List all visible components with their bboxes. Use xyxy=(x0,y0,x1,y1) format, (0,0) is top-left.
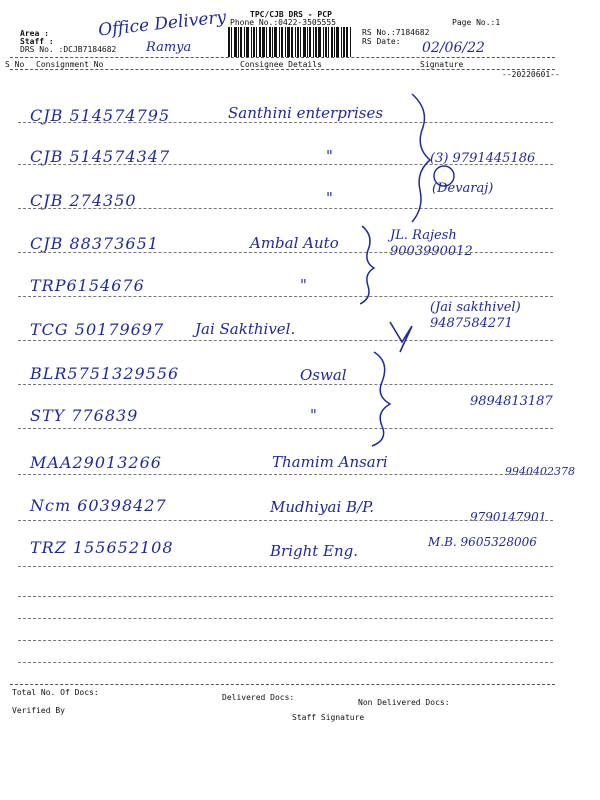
row-divider xyxy=(18,428,553,429)
consignee-name: Ambal Auto xyxy=(250,234,339,252)
column-divider xyxy=(10,69,555,70)
consignment-number: Ncm 60398427 xyxy=(30,496,167,515)
column-consignment: Consignment No xyxy=(36,60,104,69)
handwritten-rs-date: 02/06/22 xyxy=(422,40,485,56)
column-sno: S No xyxy=(5,60,25,69)
consignment-number: TRP6154676 xyxy=(30,276,145,295)
signature: 9894813187 xyxy=(470,394,553,409)
drs-no-label: DRS No. :DCJB7184682 xyxy=(20,45,117,54)
list-item xyxy=(0,356,600,396)
row-divider xyxy=(18,596,553,597)
consignment-number: CJB 88373651 xyxy=(30,234,159,253)
signature: (Jai sakthivel) 9487584271 xyxy=(430,300,521,331)
staff-signature-label: Staff Signature xyxy=(292,713,365,722)
consignment-number: STY 776839 xyxy=(30,406,139,425)
consignment-number: CJB 514574347 xyxy=(30,147,171,166)
column-signature: Signature xyxy=(420,60,464,69)
signature: 9940402378 xyxy=(505,465,575,478)
consignee-name: Thamim Ansari xyxy=(272,453,388,471)
total-docs-label: Total No. Of Docs: xyxy=(12,688,99,697)
consignee-name: Bright Eng. xyxy=(270,542,359,560)
signature: M.B. 9605328006 xyxy=(428,535,537,549)
page-number: Page No.:1 xyxy=(452,18,501,27)
list-item xyxy=(0,143,600,183)
consignee-name: " xyxy=(300,276,307,294)
signature: (3) 9791445186 xyxy=(430,151,536,166)
consignee-name: " xyxy=(326,147,333,165)
phone-number: Phone No.:0422-3505555 xyxy=(230,18,336,27)
row-divider xyxy=(18,164,553,165)
list-item xyxy=(0,300,600,352)
list-item xyxy=(0,490,600,530)
consignment-number: TRZ 155652108 xyxy=(30,538,174,557)
consignee-name: " xyxy=(326,189,333,207)
consignee-name: Mudhiyai B/P. xyxy=(270,498,374,516)
consignment-number: BLR5751329556 xyxy=(30,364,180,383)
consignment-number: CJB 514574795 xyxy=(30,106,171,125)
consignment-number: MAA29013266 xyxy=(30,453,162,472)
consignment-number: CJB 274350 xyxy=(30,191,137,210)
signature: JL. Rajesh 9003990012 xyxy=(390,228,473,259)
row-divider xyxy=(18,618,553,619)
list-item xyxy=(0,228,600,268)
consignee-name: Oswal xyxy=(300,366,347,384)
row-divider xyxy=(18,474,553,475)
list-item xyxy=(0,447,600,487)
list-item xyxy=(0,534,600,574)
list-item xyxy=(0,181,600,225)
row-divider xyxy=(18,384,553,385)
handwritten-marks xyxy=(360,90,440,490)
signature: 9790147901 xyxy=(470,510,547,524)
rs-date-label: RS Date: xyxy=(362,37,401,46)
row-divider xyxy=(18,252,553,253)
drs-no-value: DCJB7184682 xyxy=(63,45,117,54)
row-divider xyxy=(18,296,553,297)
list-item xyxy=(0,394,600,440)
header-divider xyxy=(10,57,555,58)
circled-number-mark xyxy=(430,160,470,200)
list-item xyxy=(0,100,600,140)
non-delivered-docs-label: Non Delivered Docs: xyxy=(358,698,450,707)
handwritten-staff: Ramya xyxy=(146,40,192,55)
consignee-name: Jai Sakthivel. xyxy=(195,320,296,338)
signature: (Devaraj) xyxy=(432,181,494,196)
row-divider xyxy=(18,566,553,567)
row-divider xyxy=(18,208,553,209)
rs-no: RS No.:7184682 xyxy=(362,28,430,37)
delivered-docs-label: Delivered Docs: xyxy=(222,693,295,702)
consignee-name: Santhini enterprises xyxy=(228,104,384,122)
row-divider xyxy=(18,122,553,123)
date-stamp: --20220601-- xyxy=(502,70,560,79)
column-consignee: Consignee Details xyxy=(240,60,322,69)
handwritten-area: Office Delivery xyxy=(97,7,228,41)
staff-label: Staff : xyxy=(20,37,54,46)
document-title: TPC/CJB DRS - PCP xyxy=(250,10,332,19)
footer-divider xyxy=(10,684,555,685)
verified-by-label: Verified By xyxy=(12,706,65,715)
consignee-name: " xyxy=(310,406,317,424)
row-divider xyxy=(18,662,553,663)
row-divider xyxy=(18,340,553,341)
row-divider xyxy=(18,520,553,521)
area-label: Area : xyxy=(20,29,49,38)
row-divider xyxy=(18,640,553,641)
consignment-number: TCG 50179697 xyxy=(30,320,165,339)
barcode xyxy=(228,27,354,57)
